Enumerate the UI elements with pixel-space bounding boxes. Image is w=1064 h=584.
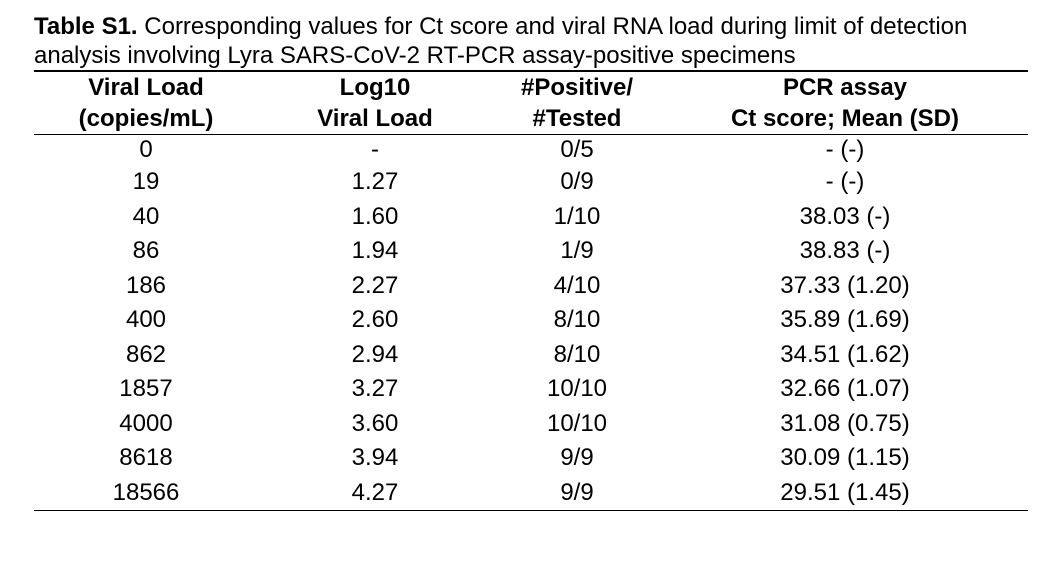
cell-viral-load: 0 — [139, 136, 153, 163]
header-line: PCR assay — [782, 74, 908, 101]
header-line: #Positive/ — [520, 74, 634, 101]
table-header — [34, 71, 1028, 135]
table-row — [34, 200, 1028, 235]
header-log10-viral-load — [258, 71, 492, 135]
cell-log10: - — [371, 136, 379, 163]
header-viral-load — [34, 71, 258, 135]
cell-viral-load: 400 — [125, 306, 167, 334]
cell-viral-load: 186 — [125, 271, 167, 299]
cell-viral-load: 86 — [132, 237, 160, 265]
caption-text: Corresponding values for Ct score and viral RNA load during limit of detection analysis involving Lyra SARS-CoV-2 RT-PCR assay-positive specimens — [34, 13, 968, 69]
header-line: Log10 — [339, 74, 411, 101]
table-label: Table S1. — [34, 13, 138, 40]
table-row — [34, 135, 1028, 166]
cell-ct-score: - (-) — [825, 136, 865, 163]
cell-log10: 4.27 — [258, 476, 492, 511]
data-table — [34, 70, 1028, 511]
cell-positive-tested: 1/9 — [560, 237, 594, 265]
table-row — [34, 303, 1028, 338]
header-line: (copies/mL) — [78, 105, 214, 132]
table-figure — [34, 12, 1028, 511]
table-row — [34, 269, 1028, 304]
cell-positive-tested: 9/9 — [492, 476, 662, 511]
cell-positive-tested: 8/10 — [553, 340, 601, 368]
table-row — [34, 165, 1028, 200]
cell-ct-score: 34.51 (1.62) — [780, 340, 910, 368]
header-line: #Tested — [532, 105, 622, 132]
cell-log10: 1.60 — [351, 202, 399, 230]
header-row — [34, 71, 1028, 135]
cell-log10: 1.27 — [351, 168, 399, 196]
cell-positive-tested: 10/10 — [546, 409, 608, 437]
cell-positive-tested: 10/10 — [546, 375, 608, 403]
cell-ct-score: 35.89 (1.69) — [780, 306, 910, 334]
cell-ct-score: 30.09 (1.15) — [780, 444, 910, 472]
cell-positive-tested: 0/9 — [560, 168, 594, 196]
cell-viral-load: 18566 — [34, 476, 258, 511]
cell-positive-tested: 8/10 — [553, 306, 601, 334]
cell-positive-tested: 0/5 — [560, 136, 594, 163]
header-line: Ct score; Mean (SD) — [730, 105, 960, 132]
cell-log10: 3.94 — [351, 444, 399, 472]
header-line: Viral Load — [88, 74, 204, 101]
header-line: Viral Load — [317, 105, 433, 132]
cell-viral-load: 4000 — [119, 409, 173, 437]
table-body — [34, 135, 1028, 511]
header-positive-tested — [492, 71, 662, 135]
cell-ct-score: 38.83 (-) — [799, 237, 891, 265]
cell-viral-load: 8618 — [119, 444, 173, 472]
cell-positive-tested: 9/9 — [560, 444, 594, 472]
cell-log10: 3.60 — [351, 409, 399, 437]
cell-log10: 2.60 — [351, 306, 399, 334]
cell-ct-score: 29.51 (1.45) — [662, 476, 1028, 511]
table-row — [34, 372, 1028, 407]
header-ct-score — [662, 71, 1028, 135]
cell-viral-load: 862 — [125, 340, 167, 368]
cell-viral-load: 40 — [132, 202, 160, 230]
cell-log10: 3.27 — [351, 375, 399, 403]
cell-ct-score: 38.03 (-) — [799, 202, 891, 230]
cell-ct-score: 31.08 (0.75) — [780, 409, 910, 437]
cell-viral-load: 1857 — [119, 375, 173, 403]
cell-viral-load: 19 — [132, 168, 160, 196]
table-row — [34, 234, 1028, 269]
table-row — [34, 407, 1028, 442]
cell-log10: 2.94 — [351, 340, 399, 368]
cell-positive-tested: 4/10 — [553, 271, 601, 299]
cell-ct-score: - (-) — [825, 168, 865, 196]
cell-log10: 2.27 — [351, 271, 399, 299]
table-caption — [34, 12, 1028, 70]
cell-ct-score: 32.66 (1.07) — [780, 375, 910, 403]
table-row — [34, 441, 1028, 476]
table-row — [34, 338, 1028, 373]
cell-ct-score: 37.33 (1.20) — [780, 271, 910, 299]
cell-positive-tested: 1/10 — [553, 202, 601, 230]
cell-log10: 1.94 — [351, 237, 399, 265]
table-row — [34, 476, 1028, 511]
